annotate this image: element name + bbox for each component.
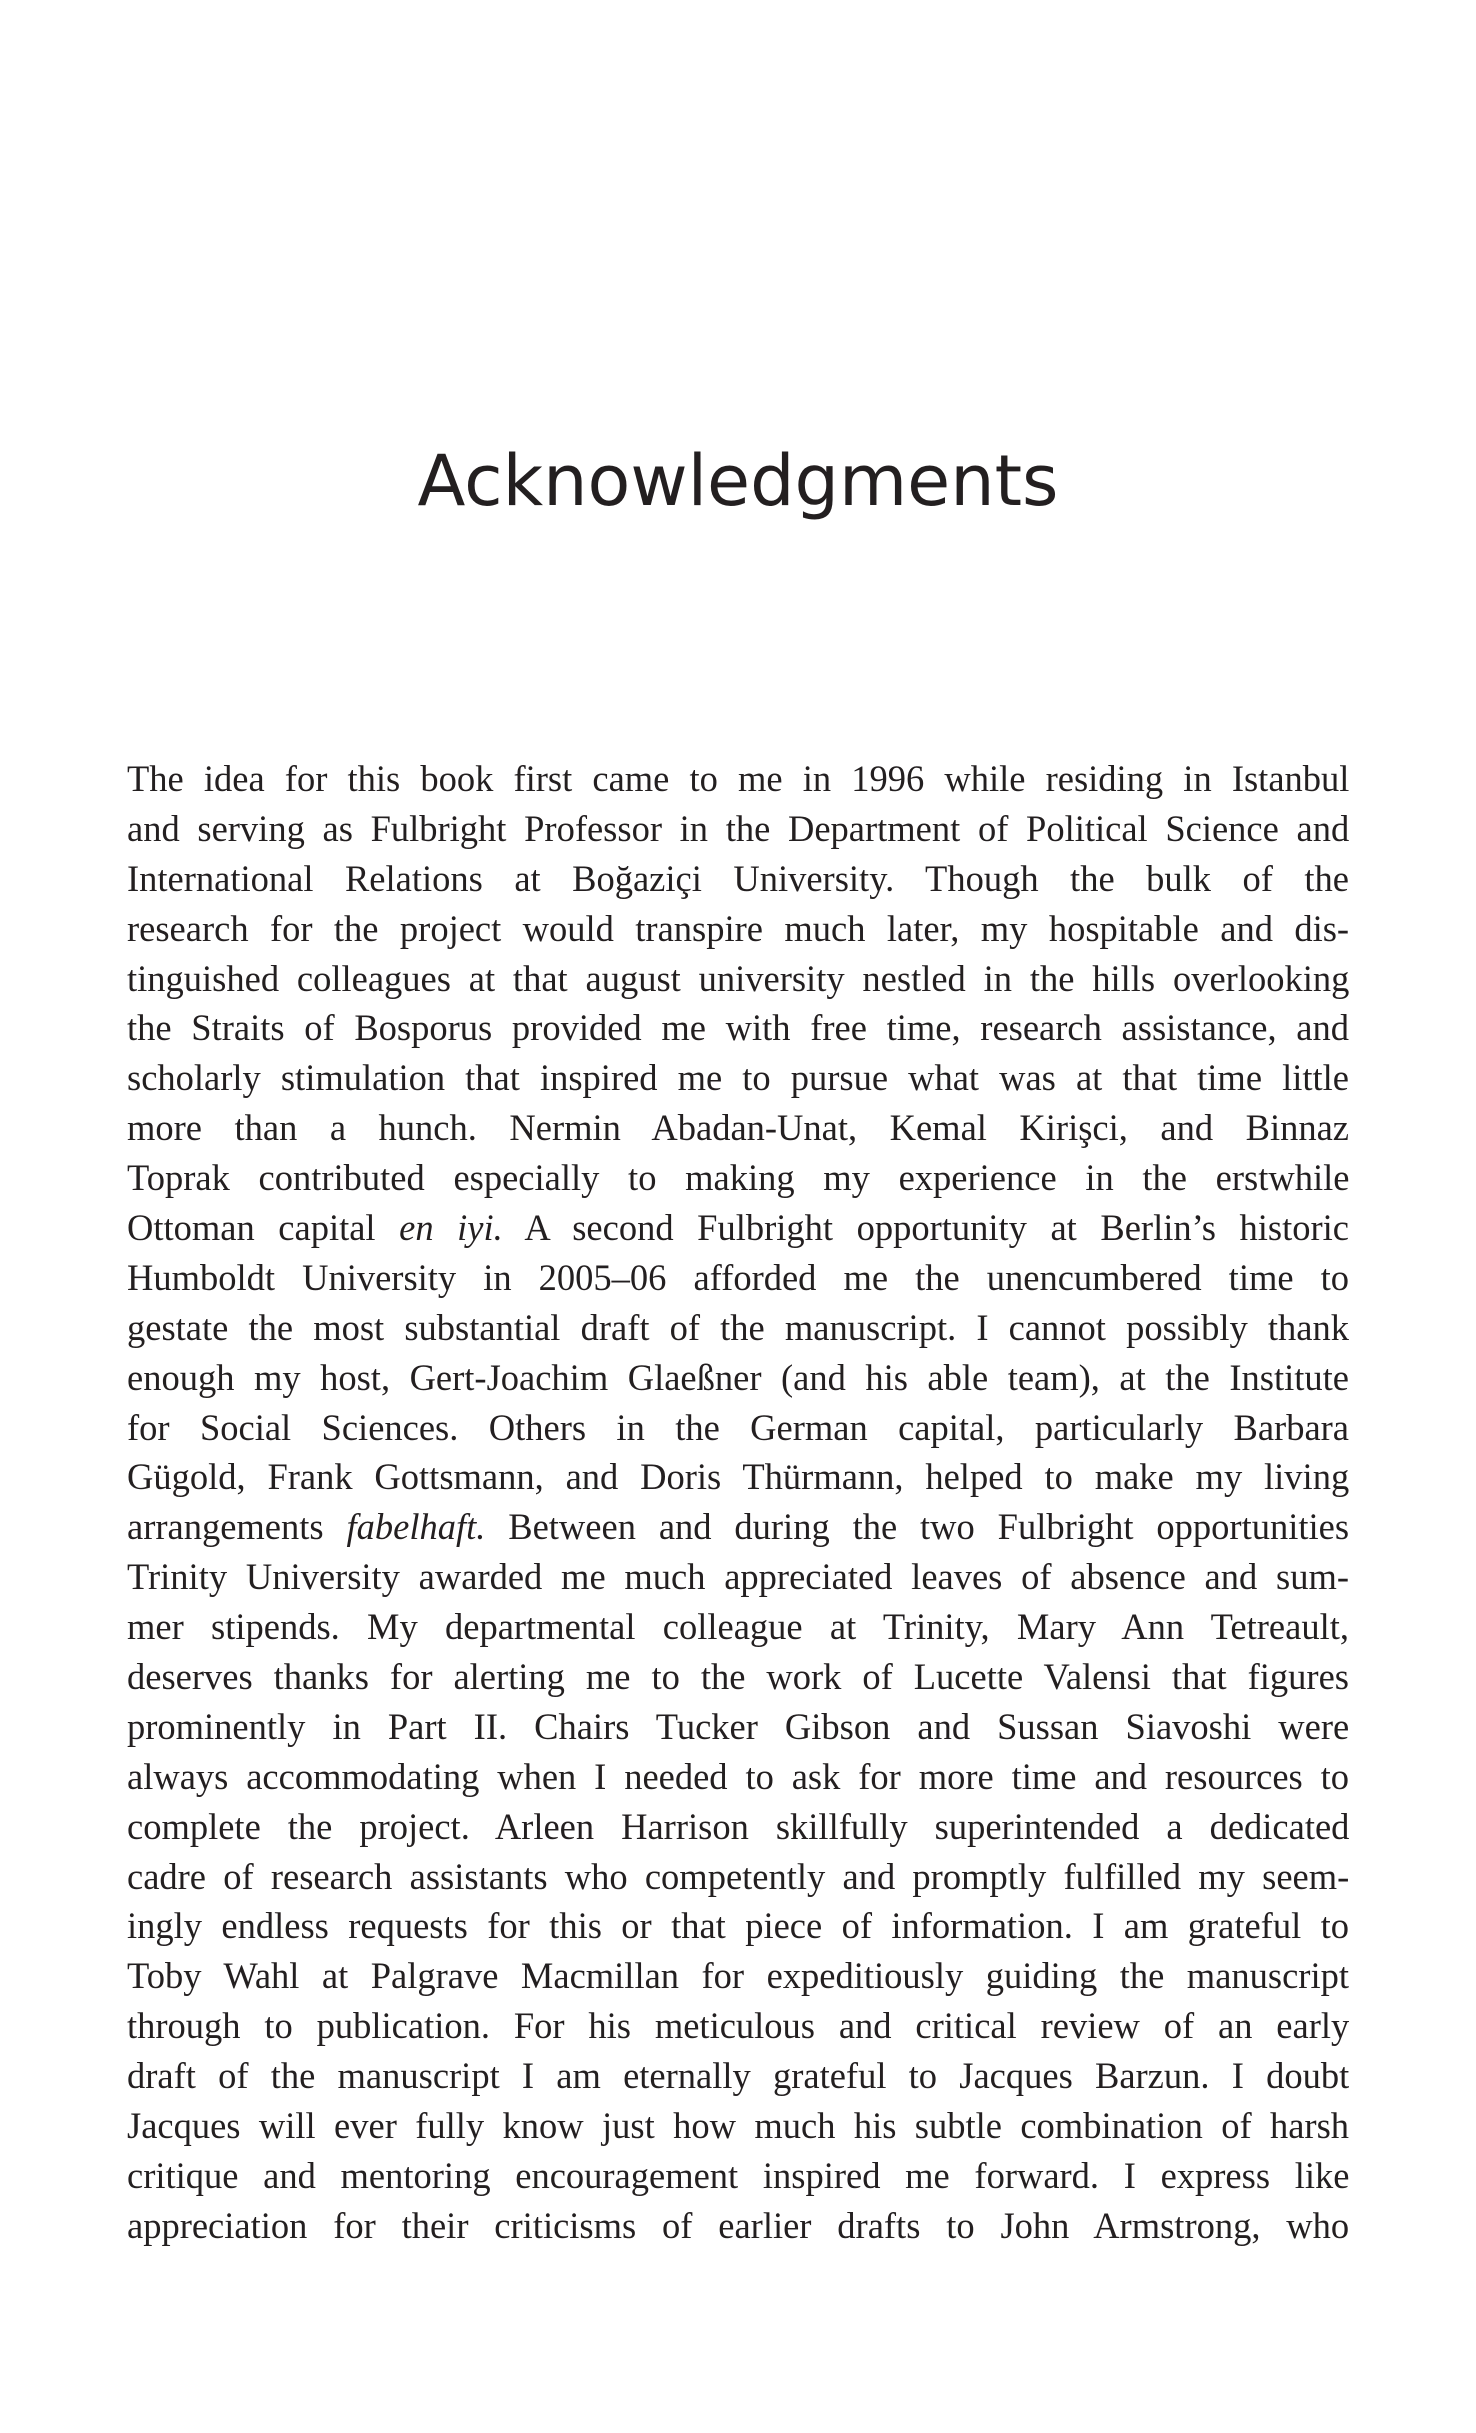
text-line: always accommodating when I needed to ask for more time and resources to bbox=[127, 1755, 1349, 1797]
text-line: and serving as Fulbright Professor in the Department of Political Science and bbox=[127, 807, 1349, 849]
text-line: draft of the manuscript I am eternally grateful to Jacques Barzun. I doubt bbox=[127, 2055, 1349, 2097]
text-line bbox=[127, 1203, 1349, 1253]
text-line: gestate the most substantial draft of the manuscript. I cannot possibly thank bbox=[127, 1306, 1349, 1348]
text-segment: arrangements bbox=[127, 1506, 347, 1548]
text-segment: Between and during the two Fulbright opportunities bbox=[485, 1506, 1349, 1548]
text-line: Jacques will ever fully know just how much his subtle combination of harsh bbox=[127, 2105, 1349, 2147]
text-line: complete the project. Arleen Harrison skillfully superintended a dedicated bbox=[127, 1805, 1349, 1847]
text-line: enough my host, Gert-Joachim Glaeßner (and his able team), at the Institute bbox=[127, 1356, 1349, 1398]
text-line: The idea for this book first came to me in 1996 while residing in Istanbul bbox=[127, 758, 1349, 799]
text-line: cadre of research assistants who competently and promptly fulfilled my seem- bbox=[127, 1855, 1349, 1897]
italic-phrase: en iyi. bbox=[399, 1207, 503, 1249]
italic-phrase: fabelhaft. bbox=[346, 1506, 486, 1548]
text-line: ingly endless requests for this or that piece of information. I am grateful to bbox=[127, 1905, 1349, 1947]
text-line: appreciation for their criticisms of earlier drafts to John Armstrong, who bbox=[127, 2204, 1349, 2246]
acknowledgments-paragraph bbox=[127, 754, 1349, 2251]
text-line: deserves thanks for alerting me to the work of Lucette Valensi that figures bbox=[127, 1656, 1349, 1698]
text-line bbox=[127, 1502, 1349, 1552]
text-line: Gügold, Frank Gottsmann, and Doris Thürmann, helped to make my living bbox=[127, 1456, 1349, 1498]
text-line: research for the project would transpire much later, my hospitable and dis- bbox=[127, 907, 1349, 949]
text-line: Humboldt University in 2005–06 afforded me the unencumbered time to bbox=[127, 1256, 1349, 1298]
text-line: Trinity University awarded me much appreciated leaves of absence and sum- bbox=[127, 1556, 1349, 1598]
text-line: tinguished colleagues at that august university nestled in the hills overlooking bbox=[127, 957, 1349, 999]
text-line: International Relations at Boğaziçi University. Though the bulk of the bbox=[127, 857, 1349, 899]
text-line: Toby Wahl at Palgrave Macmillan for expeditiously guiding the manuscript bbox=[127, 1955, 1349, 1997]
text-line: critique and mentoring encouragement inspired me forward. I express like bbox=[127, 2154, 1349, 2196]
text-segment: A second Fulbright opportunity at Berlin’s historic bbox=[502, 1207, 1349, 1249]
text-line: prominently in Part II. Chairs Tucker Gibson and Sussan Siavoshi were bbox=[127, 1705, 1349, 1747]
text-segment: Ottoman capital bbox=[127, 1207, 400, 1249]
text-line: for Social Sciences. Others in the German capital, particularly Barbara bbox=[127, 1406, 1349, 1448]
text-line: more than a hunch. Nermin Abadan-Unat, Kemal Kirişci, and Binnaz bbox=[127, 1107, 1349, 1149]
text-line: through to publication. For his meticulous and critical review of an early bbox=[127, 2005, 1349, 2047]
page-title: Acknowledgments bbox=[417, 440, 1059, 522]
text-line: scholarly stimulation that inspired me to pursue what was at that time little bbox=[127, 1057, 1349, 1099]
text-line: the Straits of Bosporus provided me with free time, research assistance, and bbox=[127, 1007, 1349, 1049]
text-line: mer stipends. My departmental colleague at Trinity, Mary Ann Tetreault, bbox=[127, 1606, 1349, 1648]
text-line: Toprak contributed especially to making my experience in the erstwhile bbox=[127, 1157, 1349, 1199]
